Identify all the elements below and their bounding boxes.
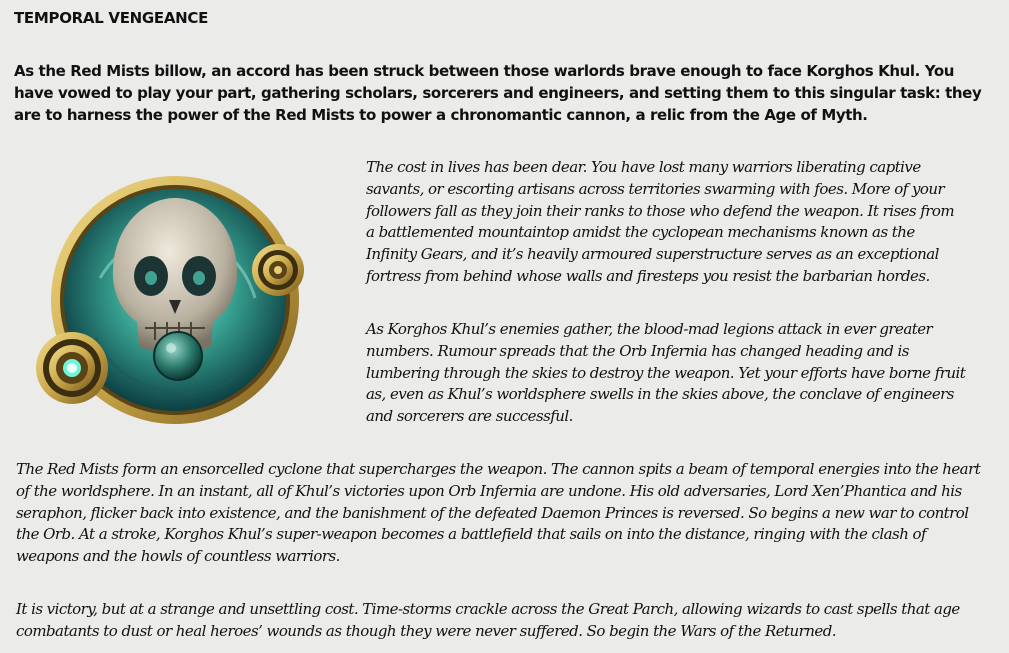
page-title: TEMPORAL VENGEANCE (14, 9, 209, 27)
orb-highlight (166, 343, 176, 353)
right-gear (252, 244, 304, 296)
intro-paragraph: As the Red Mists billow, an accord has been struck between those warlords brave enough to face Korghos Khul. You have vowed to play your part, gathering scholars, sorcerers and engineers, and setting them to this singular task: they are to harness the power of the Red Mists to power a chronomantic cannon, a relic from the Age of Myth. (14, 62, 982, 124)
skull-emblem-icon (30, 168, 330, 448)
paragraph-cost: The cost in lives has been dear. You have lost many warriors liberating captive savants, or escorting artisans across territories swarming with foes. More of your followers fall as they join their ranks to those who defend the weapon. It rises from a battlemented mountaintop amidst the cyclopean mechanisms known as the Infinity Gears, and it’s heavily armoured superstructure serves as an exceptional fortress from behind whose walls and firesteps you resist the barbarian hordes. (366, 158, 955, 285)
orb (154, 332, 202, 380)
emblem-graphic (30, 168, 330, 448)
left-gear (36, 332, 108, 404)
paragraph-enemies: As Korghos Khul’s enemies gather, the blood-mad legions attack in ever greater numbers. Rumour spreads that the Orb Infernia has changed heading and is lumbering through the skies to destroy the weapon. Yet your efforts have borne fruit as, even as Khul’s worldsphere swells in the skies above, the conclave of engineers and sorcerers are successful. (366, 320, 966, 426)
paragraph-red-mists: The Red Mists form an ensorcelled cyclone that supercharges the weapon. The cannon spits a beam of temporal energies into the heart of the worldsphere. In an instant, all of Khul’s victories upon Orb Infernia are undone. His old adversaries, Lord Xen’Phantica and his seraphon, flicker back into existence, and the banishment of the defeated Daemon Princes is reversed. So begins a new war to control the Orb. At a stroke, Korghos Khul’s super-weapon becomes a battlefield that sails on into the distance, ringing with the clash of weapons and the howls of countless warriors. (16, 460, 981, 566)
paragraph-victory: It is victory, but at a strange and unsettling cost. Time-storms crackle across the Great Parch, allowing wizards to cast spells that age combatants to dust or heal heroes’ wounds as though they were never suffered. So begin the Wars of the Returned. (16, 600, 960, 640)
